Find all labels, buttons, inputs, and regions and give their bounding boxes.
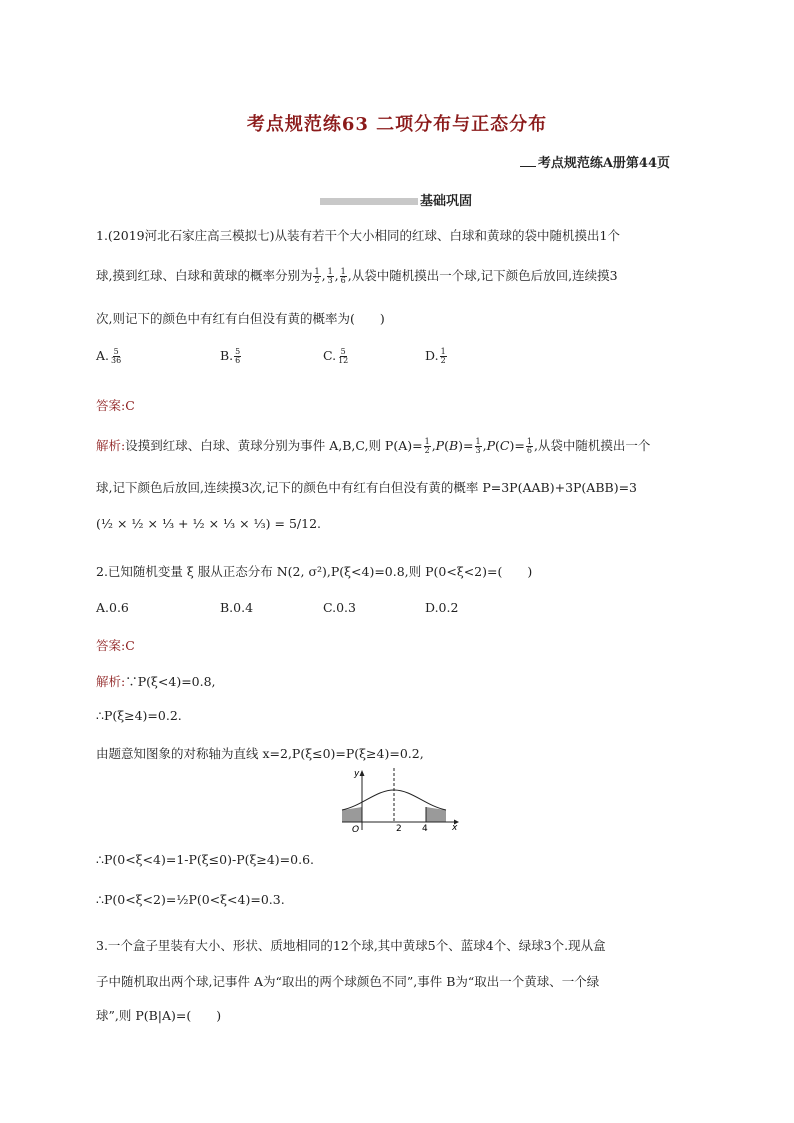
- section-bar: [320, 198, 418, 205]
- origin-label: O: [352, 825, 360, 835]
- q2-solution-line-3: 由题意知图象的对称轴为直线 x=2,P(ξ≤0)=P(ξ≥4)=0.2,: [96, 746, 424, 761]
- section-heading: [320, 190, 472, 209]
- normal-distribution-figure: [334, 764, 464, 836]
- solution-label: 解析:: [96, 438, 126, 453]
- q1-line-1: 1.(2019河北石家庄高三模拟七)从装有若干个大小相同的红球、白球和黄球的袋中随机摸出1个: [96, 228, 620, 243]
- q1-solution-line-3: (½ × ½ × ⅓ + ½ × ⅓ × ⅓) = 5/12.: [96, 516, 322, 531]
- label-two: 2: [396, 824, 402, 834]
- underline-mark: [520, 166, 536, 167]
- q1-option-a[interactable]: A. $\frac{5}{36}$: [96, 347, 122, 365]
- fraction: $\frac{1}{3}$: [327, 267, 333, 285]
- q2-line-1: 2.已知随机变量 ξ 服从正态分布 N(2, σ²),P(ξ<4)=0.8,则 P(0<ξ<2)=( ): [96, 564, 533, 579]
- option-letter: B.: [220, 348, 234, 363]
- fraction: $\frac{1}{2}$: [314, 267, 320, 285]
- q2-answer: 答案:C: [96, 638, 135, 653]
- q1-option-b[interactable]: B. $\frac{5}{6}$: [220, 347, 241, 365]
- q1-line-2-tail: ,从袋中随机摸出一个球,记下颜色后放回,连续摸3: [347, 268, 618, 283]
- q2-solution-line-5: ∴P(0<ξ<2)=½P(0<ξ<4)=0.3.: [96, 892, 285, 907]
- reference-text: 考点规范练A册第44页: [537, 156, 670, 171]
- q1-line-2: 球,摸到红球、白球和黄球的概率分别为 $\frac{1}{2}$ , $\frac{1}{3}$ , $\frac{1}{6}$ ,从袋中随机摸出一个球,记下颜色后放回,连续摸3: [96, 267, 618, 285]
- x-label: x: [452, 823, 458, 833]
- solution-label: 解析:: [96, 674, 126, 689]
- section-label: 基础巩固: [420, 194, 473, 209]
- q1-answer: 答案:C: [96, 398, 135, 413]
- option-letter: A.: [96, 348, 110, 363]
- q2-option-d[interactable]: D.0.2: [425, 600, 459, 615]
- q2-option-c[interactable]: C.0.3: [323, 600, 356, 615]
- textbook-reference: [520, 152, 670, 171]
- q3-line-3: 球”,则 P(B|A)=( ): [96, 1008, 222, 1023]
- label-four: 4: [422, 824, 428, 834]
- fraction: $\frac{1}{6}$: [340, 267, 346, 285]
- q2-solution-line-4: ∴P(0<ξ<4)=1-P(ξ≤0)-P(ξ≥4)=0.6.: [96, 852, 315, 867]
- y-axis-arrow: [360, 770, 365, 776]
- page-title: 考点规范练63 二项分布与正态分布: [246, 114, 548, 135]
- solution-text-tail: ,从袋中随机摸出一个: [533, 438, 651, 453]
- q2-solution-line-1: [96, 672, 216, 690]
- q1-line-3: 次,则记下的颜色中有红有白但没有黄的概率为( ): [96, 311, 385, 326]
- q1-solution-line-2: 球,记下颜色后放回,连续摸3次,记下的颜色中有红有白但没有黄的概率 P=3P(AAB)+3P(ABB)=3: [96, 480, 638, 495]
- option-letter: C.: [323, 348, 337, 363]
- q2-solution-line-2: ∴P(ξ≥4)=0.2.: [96, 708, 182, 723]
- solution-text: 设摸到红球、白球、黄球分别为事件 A,B,C,则 P(A)=: [125, 438, 423, 453]
- q1-line-2-text: 球,摸到红球、白球和黄球的概率分别为: [96, 268, 313, 283]
- solution-text: ∵P(ξ<4)=0.8,: [125, 674, 216, 689]
- q1-solution-line-1: 解析:设摸到红球、白球、黄球分别为事件 A,B,C,则 P(A)= $\frac{1}{2}$ ,P(B)= $\frac{1}{3}$ ,P(C)= $\frac{1}{6}$ ,从袋中随机摸出一个: [96, 437, 651, 455]
- q2-option-a[interactable]: A.0.6: [96, 600, 129, 615]
- q1-option-c[interactable]: C. $\frac{5}{12}$: [323, 347, 349, 365]
- option-letter: D.: [425, 348, 439, 363]
- q2-option-b[interactable]: B.0.4: [220, 600, 254, 615]
- q1-option-d[interactable]: D. $\frac{1}{2}$: [425, 347, 446, 365]
- q3-line-1: 3.一个盒子里装有大小、形状、质地相同的12个球,其中黄球5个、蓝球4个、绿球3个.现从盒: [96, 938, 606, 953]
- q3-line-2: 子中随机取出两个球,记事件 A为“取出的两个球颜色不同”,事件 B为“取出一个黄球、一个绿: [96, 974, 600, 989]
- y-label: y: [354, 769, 360, 779]
